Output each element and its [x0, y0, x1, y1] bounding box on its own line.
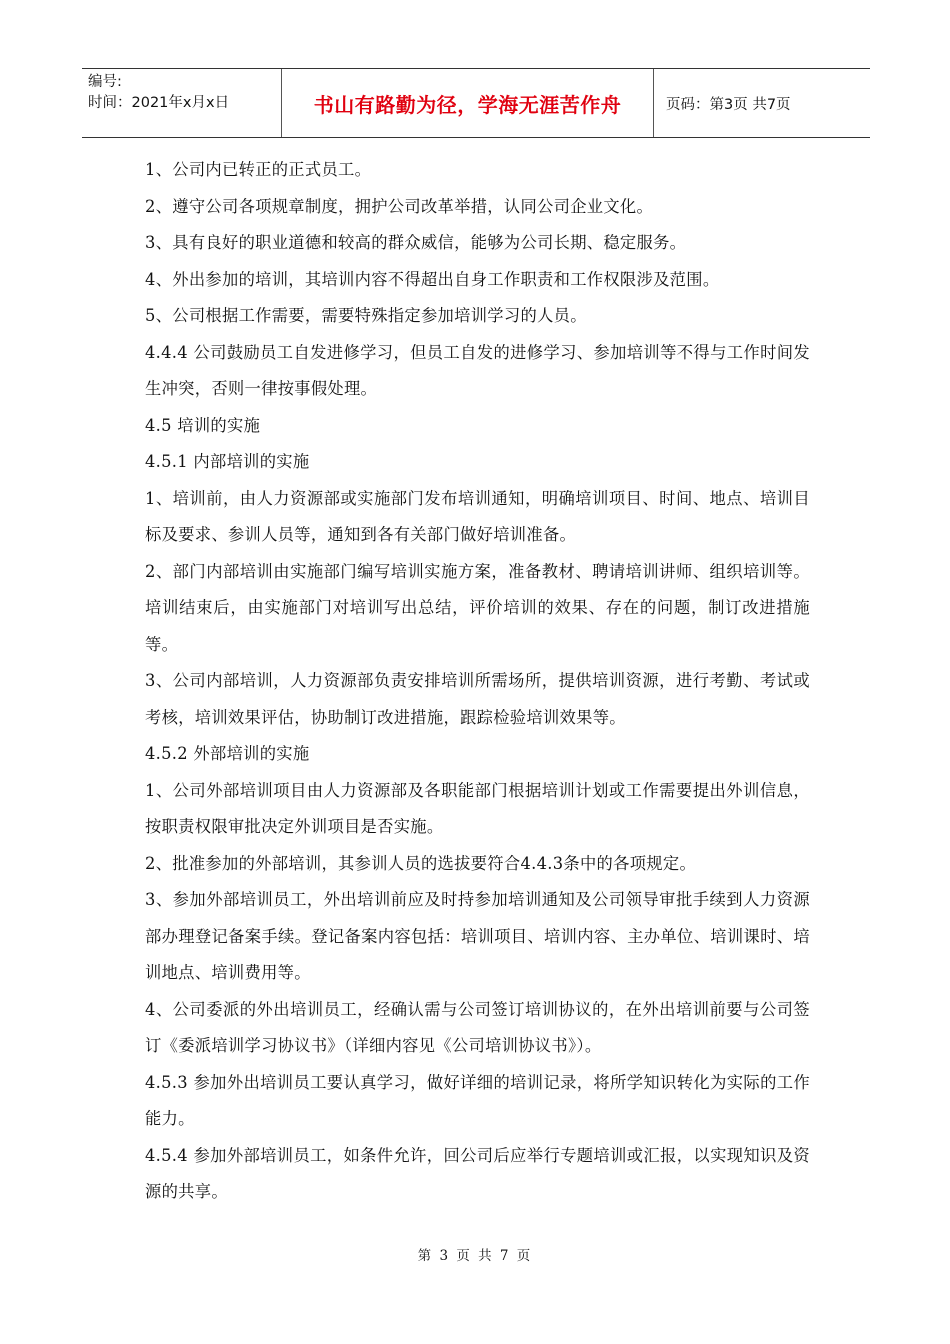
- paragraph-3: 3、具有良好的职业道德和较高的群众威信，能够为公司长期、稳定服务。: [145, 233, 687, 252]
- page-footer: 第 3 页 共 7 页: [417, 1248, 533, 1264]
- paragraph-4-4-4: 4.4.4 公司鼓励员工自发进修学习，但员工自发的进修学习、参加培训等不得与工作时间发生冲突，否则一律按事假处理。: [145, 342, 810, 398]
- document-time-label: 时间：2021年x月x日: [88, 95, 230, 111]
- paragraph-4: 4、外出参加的培训，其培训内容不得超出自身工作职责和工作权限涉及范围。: [145, 269, 720, 289]
- paragraph-external-4: 4、公司委派的外出培训员工，经确认需与公司签订培训协议的，在外出培训前要与公司签订《委派培训学习协议书》（详细内容见《公司培训协议书》）。: [145, 999, 810, 1055]
- header-motto: 书山有路勤为径，学海无涯苦作舟: [282, 69, 654, 137]
- paragraph-4-5-3: 4.5.3 参加外出培训员工要认真学习，做好详细的培训记录，将所学知识转化为实际的工作能力。: [145, 1072, 810, 1128]
- header-page-number: 页码：第3页 共7页: [666, 96, 791, 113]
- page-header: [82, 68, 870, 138]
- section-heading-4-5-1: 4.5.1 内部培训的实施: [145, 452, 310, 471]
- paragraph-internal-3: 3、公司内部培训，人力资源部负责安排培训所需场所，提供培训资源，进行考勤、考试或考核，培训效果评估，协助制订改进措施，跟踪检验培训效果等。: [145, 671, 810, 727]
- document-number-label: 编号:: [88, 74, 122, 90]
- paragraph-4-5-4: 4.5.4 参加外部培训员工，如条件允许，回公司后应举行专题培训或汇报，以实现知识及资源的共享。: [145, 1145, 810, 1201]
- section-heading-4-5: 4.5 培训的实施: [145, 415, 261, 435]
- paragraph-5: 5、公司根据工作需要，需要特殊指定参加培训学习的人员。: [145, 306, 587, 325]
- paragraph-external-3: 3、参加外部培训员工，外出培训前应及时持参加培训通知及公司领导审批手续到人力资源部办理登记备案手续。登记备案内容包括：培训项目、培训内容、主办单位、培训课时、培训地点、培训费用等。: [145, 890, 810, 982]
- section-heading-4-5-2: 4.5.2 外部培训的实施: [145, 744, 310, 763]
- document-body: [145, 152, 810, 1211]
- paragraph-1: 1、公司内已转正的正式员工。: [145, 160, 372, 179]
- paragraph-external-1: 1、公司外部培训项目由人力资源部及各职能部门根据培训计划或工作需要提出外训信息，按职责权限审批决定外训项目是否实施。: [145, 780, 810, 836]
- paragraph-2: 2、遵守公司各项规章制度，拥护公司改革举措，认同公司企业文化。: [145, 196, 654, 216]
- paragraph-external-2: 2、批准参加的外部培训，其参训人员的选拔要符合4.4.3条中的各项规定。: [145, 853, 697, 873]
- paragraph-internal-2: 2、部门内部培训由实施部门编写培训实施方案，准备教材、聘请培训讲师、组织培训等。培训结束后，由实施部门对培训写出总结，评价培训的效果、存在的问题，制订改进措施等。: [145, 561, 810, 654]
- header-meta: [82, 69, 282, 137]
- paragraph-internal-1: 1、培训前，由人力资源部或实施部门发布培训通知，明确培训项目、时间、地点、培训目标及要求、参训人员等，通知到各有关部门做好培训准备。: [145, 488, 810, 544]
